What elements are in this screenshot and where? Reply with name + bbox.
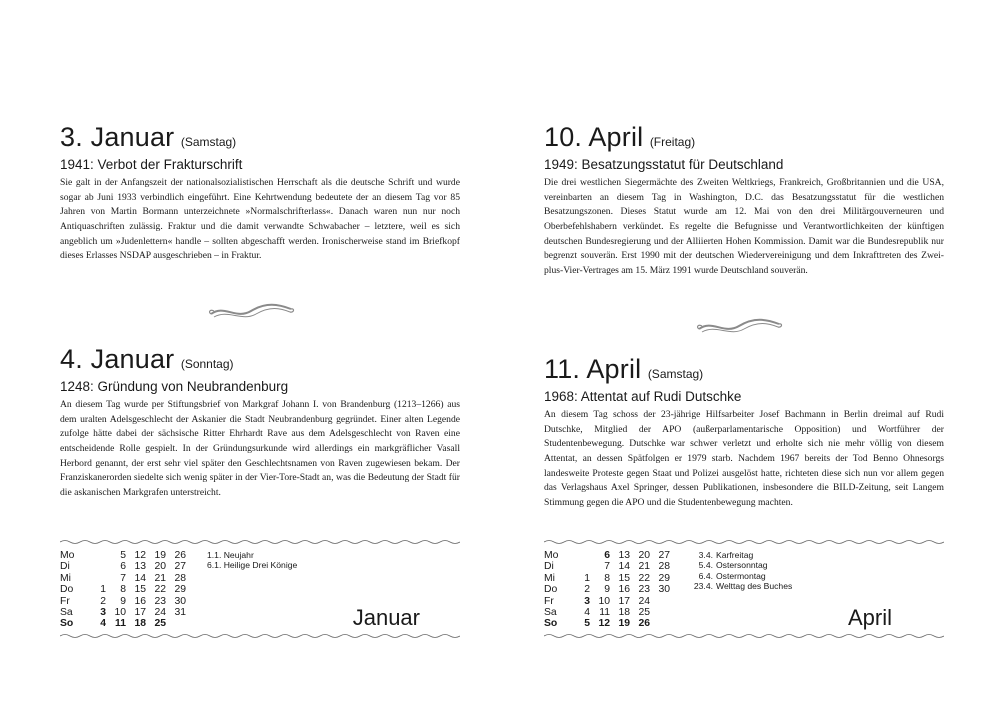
holiday-item: 1.1. Neujahr — [207, 550, 254, 560]
calendar-day-number: 17 — [134, 607, 146, 619]
calendar-day-number — [570, 550, 590, 561]
calendar-day-number: 18 — [134, 618, 146, 630]
calendar-day-number: 1 — [100, 584, 106, 596]
calendar-day-number — [650, 596, 670, 607]
calendar-day-number: 9 — [120, 595, 126, 607]
calendar-day-number: 20 — [638, 550, 650, 561]
calendar-day-number: 15 — [618, 572, 630, 584]
calendar-day-number: 5 — [584, 618, 590, 630]
wavy-rule-bottom — [544, 633, 944, 639]
calendar-day-number — [86, 573, 106, 584]
entry-date: 4. Januar — [60, 344, 175, 374]
calendar-day-number: 12 — [134, 550, 146, 561]
month-name: Januar — [352, 605, 420, 630]
calendar-day-number: 24 — [638, 595, 650, 607]
calendar-day-number: 22 — [154, 584, 166, 596]
flourish-ornament-icon — [206, 300, 296, 322]
calendar-day-number — [570, 561, 590, 572]
calendar-day-number: 25 — [154, 618, 166, 630]
calendar-day-name: Mo — [60, 550, 75, 561]
calendar-day-number: 28 — [658, 561, 670, 573]
calendar-day-number: 24 — [154, 607, 166, 619]
calendar-day-name: Sa — [60, 607, 73, 619]
calendar-day-number — [86, 561, 106, 572]
calendar-day-name: Do — [60, 584, 74, 596]
event-title: 1968: Attentat auf Rudi Dutschke — [544, 389, 742, 404]
month-name: April — [847, 605, 892, 630]
calendar-day-number: 26 — [174, 550, 186, 561]
calendar-day-number: 1 — [584, 572, 590, 584]
entry-10-april — [544, 124, 944, 278]
wavy-rule-top — [544, 539, 944, 545]
calendar-day-number: 25 — [638, 607, 650, 619]
calendar-day-number: 14 — [618, 561, 630, 573]
calendar-day-name: Do — [544, 584, 558, 596]
calendar-day-number: 17 — [618, 595, 630, 607]
calendar-day-number: 30 — [658, 584, 670, 596]
wavy-rule-bottom — [60, 633, 460, 639]
calendar-day-number: 18 — [618, 607, 630, 619]
calendar-day-name: Di — [544, 561, 554, 573]
calendar-day-number: 28 — [174, 572, 186, 584]
calendar-week-row — [544, 561, 670, 572]
calendar-day-number: 14 — [134, 572, 146, 584]
holiday-item: 6.1. Heilige Drei Könige — [207, 560, 298, 571]
entry-date-heading — [544, 124, 944, 151]
calendar-day-number: 6 — [604, 550, 610, 561]
calendar-week-row — [60, 618, 186, 629]
calendar-day-number: 15 — [134, 584, 146, 596]
entry-weekday: (Samstag) — [180, 135, 237, 149]
holiday-item: 23.4. Welttag des Buches — [693, 581, 793, 592]
calendar-day-number — [650, 607, 670, 618]
calendar-day-name: So — [60, 618, 74, 630]
calendar-week-row — [60, 584, 186, 595]
calendar-week-row — [544, 584, 670, 595]
calendar-week-row — [544, 573, 670, 584]
calendar-day-number — [650, 618, 670, 629]
calendar-week-row — [544, 550, 670, 561]
calendar-day-number: 8 — [604, 572, 610, 584]
calendar-week-row — [60, 573, 186, 584]
calendar-day-number: 16 — [134, 595, 146, 607]
calendar-day-number: 10 — [598, 595, 610, 607]
calendar-day-number — [86, 550, 106, 561]
calendar-week-row — [544, 596, 670, 607]
entry-date: 10. April — [544, 122, 644, 152]
calendar-day-number: 19 — [154, 550, 166, 561]
month-calendar-januar — [60, 539, 460, 639]
calendar-week-row — [544, 607, 670, 618]
calendar-day-number: 3 — [100, 607, 106, 619]
calendar-day-number: 4 — [584, 607, 590, 619]
calendar-day-number: 21 — [638, 561, 650, 573]
entry-4-januar — [60, 346, 460, 500]
calendar-week-row — [544, 618, 670, 629]
calendar-day-number: 21 — [154, 572, 166, 584]
calendar-day-number: 29 — [658, 572, 670, 584]
event-text: An diesem Tag schoss der 23-jährige Hilfsarbeiter Josef Bachmann in Berlin dreimal auf Rudi Dutschke, Mitglied der APO (außerparlamentarische Opposition) und Wortführer der Studentenbewegung. Dutschke war schwer verletzt und erholte sich nie mehr völlig von diesem Attentat, an dessen Spätfolgen er 1979 starb. Nachdem 1967 bereits der Tod Benno Ohnesorgs landesweite Proteste gegen Staat und Polizei ausgelöst hatte, richteten diese sich nun vor allem gegen das Verlagshaus Axel Springer, dessen Publikationen, insbesondere die BILD-Zeitung, seit Langem Stimmung gegen die APO und die Studentenbewegung machten. — [544, 409, 944, 508]
calendar-day-number: 11 — [599, 607, 610, 619]
calendar-grid — [60, 550, 186, 630]
calendar-day-number: 26 — [638, 618, 650, 630]
calendar-day-name: Fr — [60, 595, 70, 607]
month-calendar-april — [544, 539, 944, 639]
entry-date: 3. Januar — [60, 122, 175, 152]
holiday-item: 3.4. Karfreitag — [698, 550, 754, 560]
entry-11-april — [544, 356, 944, 510]
calendar-day-number: 6 — [120, 561, 126, 573]
calendar-day-number: 2 — [100, 595, 106, 607]
right-page — [500, 0, 1000, 707]
event-text: Sie galt in der Anfangszeit der nationalsozialistischen Herrschaft als die deutsche Schrift und wurde sogar ab Juni 1933 verbindlich eingeführt. Eine Kehrtwendung bedeutete der an diesem Tag vor 85 Jahren von Martin Bormann unterzeichnete »Normalschrifterlass«. Danach waren nun nur noch Antiquaschriften zulässig. Fraktur und die damit verwandte Schwabacher – letztere, weil es sich angeblich um »Judenlettern« handle – sollten abgeschafft werden. Ironischerweise stand im Briefkopf dieses Erlasses NSDAP ausgeschrieben – in Fraktur. — [60, 177, 460, 262]
calendar-day-number: 7 — [604, 561, 610, 573]
entry-date-heading — [544, 356, 944, 383]
calendar-day-number: 3 — [584, 595, 590, 607]
calendar-day-name: Mi — [544, 572, 555, 584]
calendar-day-number: 29 — [174, 584, 186, 596]
calendar-day-number: 27 — [658, 550, 670, 561]
calendar-day-number: 7 — [120, 572, 126, 584]
entry-weekday: (Freitag) — [649, 135, 696, 149]
calendar-day-number: 8 — [120, 584, 126, 596]
holiday-item: 5.4. Ostersonntag — [698, 560, 768, 571]
calendar-day-name: Mi — [60, 572, 71, 584]
flourish-ornament-icon — [694, 315, 784, 337]
calendar-day-number: 27 — [174, 561, 186, 573]
calendar-day-number: 19 — [618, 618, 630, 630]
calendar-day-number: 20 — [154, 561, 166, 573]
holiday-item: 6.4. Ostermontag — [698, 570, 766, 581]
calendar-day-number: 13 — [618, 550, 630, 561]
event-title: 1941: Verbot der Frakturschrift — [60, 157, 243, 172]
entry-3-januar — [60, 124, 460, 264]
calendar-day-name: Sa — [544, 607, 557, 619]
holiday-list — [207, 550, 297, 571]
event-text: An diesem Tag wurde per Stiftungsbrief von Markgraf Johann I. von Brandenburg (1213–1266) aus dem uralten Adelsgeschlecht der Askanier die Stadt Neubrandenburg gegründet. Einer alten Legende zufolge hätte dabei der sächsische Ritter Ehrhardt Rave aus dem Adelsgeschlecht von Raven eine entscheidende Rolle gespielt. In der Gründungsurkunde wird allerdings ein markgräflicher Vasall Herbord genannt, der erst sehr viel später den Geschlechtsnamen von Raven zugewiesen bekam. Der Franziskanerorden siedelte sich wenig später in der Vier-Tore-Stadt an, was die Bedeutung der Stadt für die askanischen Markgrafen unterstreicht. — [60, 399, 460, 498]
entry-weekday: (Samstag) — [647, 367, 704, 381]
wavy-rule-top — [60, 539, 460, 545]
calendar-day-number: 4 — [100, 618, 106, 630]
calendar-day-number: 12 — [598, 618, 610, 630]
event-title: 1248: Gründung von Neubrandenburg — [60, 379, 289, 394]
calendar-day-number: 23 — [638, 584, 650, 596]
entry-weekday: (Sonntag) — [180, 357, 234, 371]
event-title: 1949: Besatzungsstatut für Deutschland — [544, 157, 784, 172]
calendar-week-row — [60, 561, 186, 572]
calendar-day-name: Mo — [544, 550, 559, 561]
calendar-day-number: 23 — [154, 595, 166, 607]
calendar-week-row — [60, 550, 186, 561]
calendar-day-number: 11 — [115, 618, 126, 630]
calendar-day-number: 31 — [174, 607, 186, 619]
calendar-day-number: 9 — [604, 584, 610, 596]
calendar-day-number: 16 — [618, 584, 630, 596]
calendar-day-number: 30 — [174, 595, 186, 607]
event-text: Die drei westlichen Siegermächte des Zweiten Weltkriegs, Frankreich, Großbritannien und die USA, vereinbarten an diesem Tag in Washington, D.C. das Besatzungsstatut für die westlichen Besatzungszonen. Dieses Statut wurde am 12. Mai von den drei Militärgouverneuren und Oberbefehlshabern verkündet. Es regelte die Befugnisse und Verantwortlichkeiten der künftigen deutschen Bundesregierung und der Alliierten Hohen Kommission. Damit war die Bundesrepublik nur begrenzt souverän. Erst 1990 mit der deutschen Wiedervereinigung und dem Inkrafttreten des Zwei-plus-Vier-Vertrages am 15. März 1991 wurde Deutschland souverän. — [544, 177, 944, 276]
calendar-day-name: So — [544, 618, 558, 630]
calendar-week-row — [60, 596, 186, 607]
calendar-day-number — [166, 618, 186, 629]
holiday-list — [691, 550, 792, 592]
calendar-week-row — [60, 607, 186, 618]
entry-date-heading — [60, 346, 460, 373]
calendar-day-name: Fr — [544, 595, 554, 607]
entry-date: 11. April — [544, 354, 642, 384]
calendar-day-number: 10 — [114, 607, 126, 619]
entry-date-heading — [60, 124, 460, 151]
calendar-day-number: 5 — [120, 550, 126, 561]
calendar-day-number: 22 — [638, 572, 650, 584]
calendar-grid — [544, 550, 670, 630]
calendar-day-number: 2 — [584, 584, 590, 596]
calendar-day-number: 13 — [134, 561, 146, 573]
calendar-day-name: Di — [60, 561, 70, 573]
